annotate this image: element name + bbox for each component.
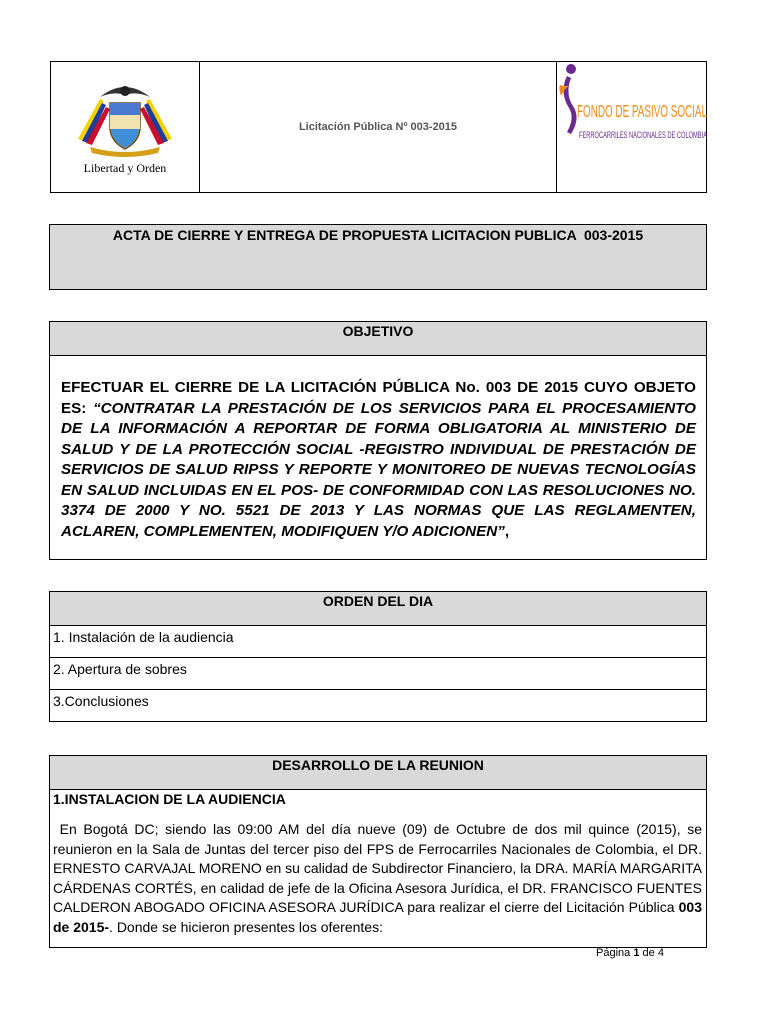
document-header <box>50 61 707 193</box>
page-number <box>596 947 664 959</box>
paragraph-bold: 003 de 2015- <box>53 899 702 935</box>
section-paragraph <box>50 818 706 937</box>
page-label: Página <box>596 947 631 959</box>
desarrollo-heading: DESARROLLO DE LA REUNION <box>50 756 706 790</box>
objetivo-lead: EFECTUAR EL CIERRE DE LA LICITACIÓN PÚBLICA No. 003 DE 2015 CUYO OBJETO ES: <box>61 379 696 417</box>
objetivo-object-text: “CONTRATAR LA PRESTACIÓN DE LOS SERVICIOS PARA EL PROCESAMIENTO DE LA INFORMACIÓN A REPORTAR DE FORMA OBLIGATORIA AL MINISTERIO DE SALUD Y DE LA PROTECCIÓN SOCIAL -REGISTRO INDIVIDUAL DE PRESTACIÓN DE SERVICIOS DE SALUD RIPSS Y REPORTE Y MONITOREO DE NUEVAS TECNOLOGÍAS EN SALUD INCLUIDAS EN EL POS- DE CONFORMIDAD CON LAS RESOLUCIONES NO. 3374 DE 2000 Y NO. 5521 DE 2013 Y LAS NORMAS QUE LAS REGLAMENTEN, ACLAREN, COMPLEMENTEN, MODIFIQUEN Y/O ADICIONEN” <box>61 399 696 540</box>
motto-text: Libertad y Orden <box>83 160 167 175</box>
objetivo-section <box>49 321 707 560</box>
objetivo-heading: OBJETIVO <box>50 322 706 356</box>
licitacion-label: Licitación Pública Nº 003-2015 <box>200 62 557 192</box>
orden-del-dia-section <box>49 591 707 722</box>
objetivo-body <box>50 356 706 542</box>
orden-item: 3.Conclusiones <box>53 693 149 709</box>
orden-heading: ORDEN DEL DIA <box>50 592 706 626</box>
paragraph-end: . Donde se hicieron presentes los oferentes: <box>109 918 383 935</box>
objetivo-trail: , <box>504 522 510 540</box>
orden-item: 2. Apertura de sobres <box>50 658 706 690</box>
logo-subtitle-text: FERROCARRILES NACIONALES DE COLOMBIA <box>579 130 707 140</box>
colombia-coat-of-arms-icon <box>70 79 180 159</box>
orden-item: 1. Instalación de la audiencia <box>50 626 706 658</box>
section-title: 1.INSTALACION DE LA AUDIENCIA <box>53 791 286 807</box>
acta-title-box <box>49 224 707 290</box>
page-current: 1 <box>633 947 640 959</box>
acta-title: ACTA DE CIERRE Y ENTREGA DE PROPUESTA LICITACION PUBLICA 003-2015 <box>112 227 644 243</box>
page-total: 4 <box>657 947 664 959</box>
paragraph-main: En Bogotá DC; siendo las 09:00 AM del día nueve (09) de Octubre de dos mil quince (2015), se reunieron en la Sala de Juntas del tercer piso del FPS de Ferrocarriles Nacionales de Colombia, el DR. ERNESTO CARVAJAL MORENO en su calidad de Subdirector Financiero, la DRA. MARÍA MARGARITA CÁRDENAS CORTÉS, en calidad de jefe de la Oficina Asesora Jurídica, el DR. FRANCISCO FUENTES CALDERON ABOGADO OFICINA ASESORA JURÍDICA para realizar el cierre del Licitación Pública <box>53 821 706 915</box>
page-of: de <box>642 947 655 959</box>
desarrollo-section <box>49 755 707 948</box>
fps-logo-icon <box>557 62 707 194</box>
logo-title-text: FONDO DE PASIVO SOCIAL <box>577 101 708 121</box>
coat-of-arms-cell <box>51 62 200 192</box>
fps-logo <box>557 62 706 192</box>
